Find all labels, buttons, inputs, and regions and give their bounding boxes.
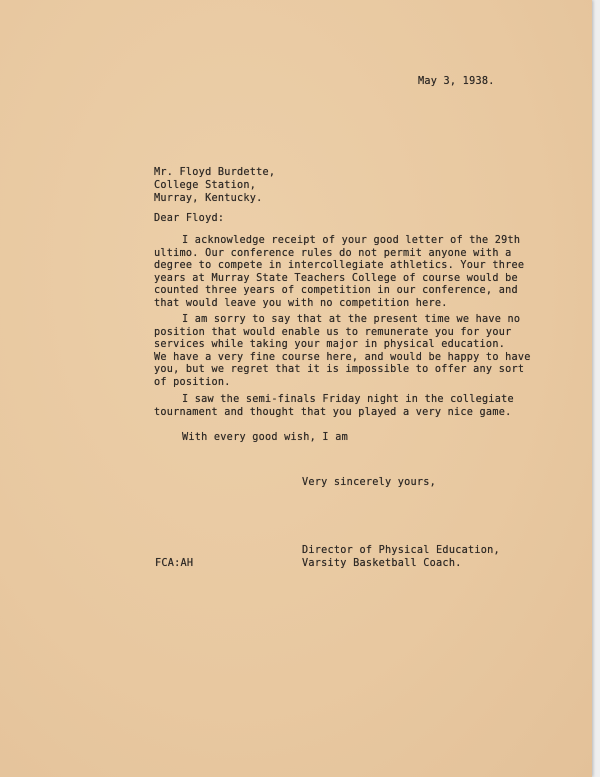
typist-initials: FCA:AH xyxy=(155,558,194,569)
paragraph-1-line: degree to compete in intercollegiate athletics. Your three xyxy=(154,260,525,271)
paragraph-2-line: services while taking your major in physical education. xyxy=(154,339,506,350)
paragraph-3-line: I saw the semi-finals Friday night in the collegiate xyxy=(182,394,514,405)
paragraph-2-line: you, but we regret that it is impossible to offer any sort xyxy=(154,364,525,375)
paragraph-1-line: I acknowledge receipt of your good letter of the 29th xyxy=(182,235,521,246)
paragraph-2-line: of position. xyxy=(154,376,231,388)
paragraph-3-line: tournament and thought that you played a very nice game. xyxy=(154,406,512,418)
salutation: Dear Floyd: xyxy=(154,213,225,224)
paragraph-2-line: I am sorry to say that at the present time we have no xyxy=(182,314,521,325)
paragraph-1-line: that would leave you with no competition here. xyxy=(154,297,448,309)
recipient-address-line-2: Murray, Kentucky. xyxy=(154,193,263,204)
paragraph-1-line: counted three years of competition in our conference, and xyxy=(154,285,518,296)
paragraph-1 xyxy=(154,235,525,310)
paragraph-1-line: years at Murray State Teachers College of course would be xyxy=(154,272,518,284)
closing-line: With every good wish, I am xyxy=(182,432,348,443)
signature-title-2: Varsity Basketball Coach. xyxy=(302,558,462,569)
paragraph-1-line: ultimo. Our conference rules do not permit anyone with a xyxy=(154,247,512,259)
paragraph-2-line: position that would enable us to remunerate you for your xyxy=(154,326,512,338)
recipient-address-line-1: College Station, xyxy=(154,180,257,191)
paragraph-2-line: We have a very fine course here, and would be happy to have xyxy=(154,351,531,363)
paragraph-2 xyxy=(154,314,531,389)
recipient-name: Mr. Floyd Burdette, xyxy=(154,167,276,178)
paragraph-3 xyxy=(154,394,514,419)
letter-date: May 3, 1938. xyxy=(418,76,495,87)
complimentary-close: Very sincerely yours, xyxy=(302,477,437,488)
signature-title-1: Director of Physical Education, xyxy=(302,545,500,556)
